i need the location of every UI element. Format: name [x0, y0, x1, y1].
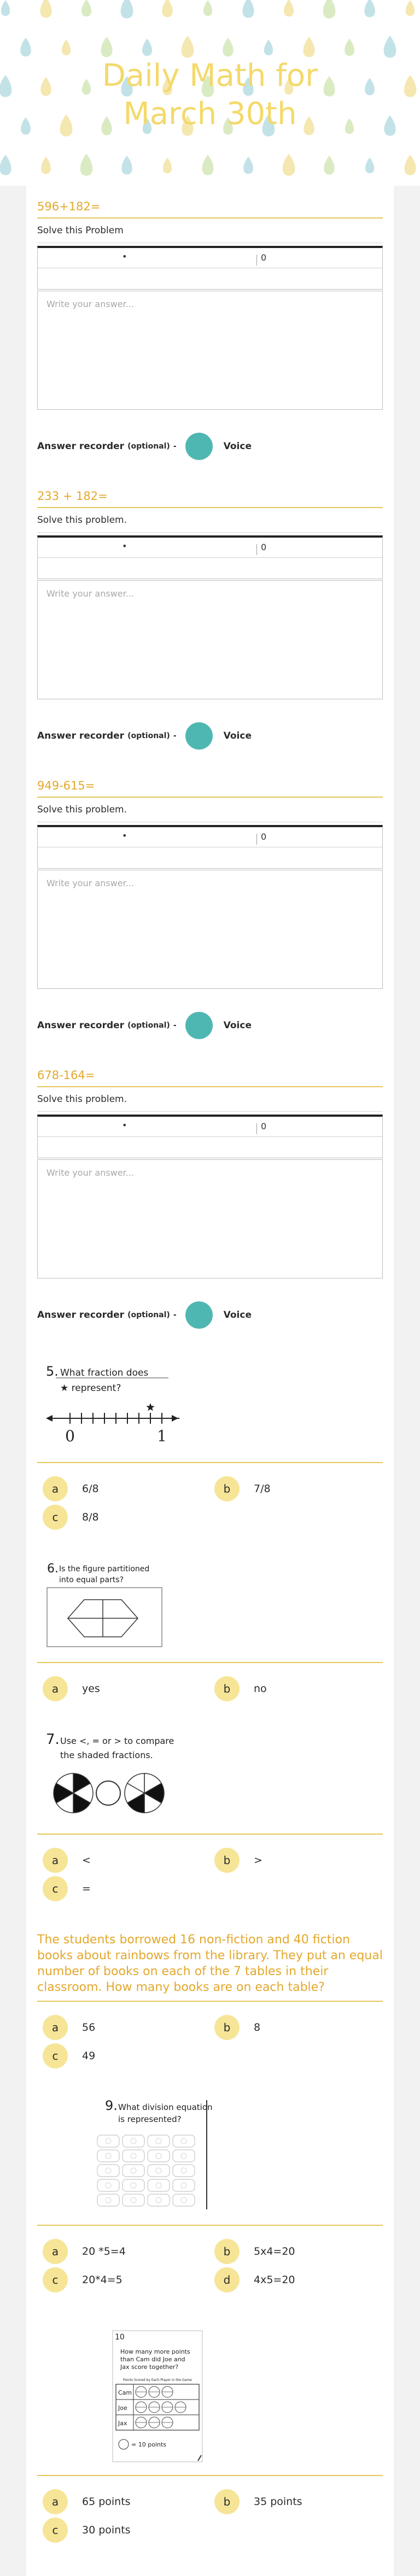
choice-letter: a — [43, 2489, 68, 2514]
puzzle-knob — [181, 2168, 186, 2173]
question-number: 7. — [46, 1731, 60, 1748]
choice-option[interactable] — [43, 1676, 100, 1701]
question-7-image — [37, 1728, 179, 1824]
pictograph-row-label: Cam — [118, 2389, 132, 2396]
choice-letter: a — [43, 1476, 68, 1501]
puzzle-knob — [156, 2168, 161, 2173]
basketball-icon — [119, 2439, 129, 2449]
star-icon — [146, 1403, 154, 1411]
operation-zero: 0 — [261, 252, 267, 263]
raindrop-icon — [163, 157, 172, 173]
raindrop-icon — [243, 157, 253, 174]
question-text-line: into equal parts? — [59, 1576, 124, 1584]
puzzle-knob — [181, 2138, 186, 2144]
raindrop-icon — [62, 39, 71, 55]
puzzle-knob — [156, 2138, 161, 2144]
problem-4-title: 678-164= — [37, 1069, 95, 1082]
question-number: 9. — [105, 2098, 118, 2113]
answer-recorder — [37, 1301, 252, 1329]
answer-placeholder: Write your answer... — [46, 1168, 134, 1178]
question-text-line: the shaded fractions. — [60, 1750, 153, 1760]
arrow-left-icon — [46, 1415, 52, 1422]
raindrop-icon — [121, 156, 132, 175]
choice-option[interactable] — [214, 2239, 295, 2264]
divider — [37, 1462, 383, 1463]
choice-letter: a — [43, 1676, 68, 1701]
question-9-image — [75, 2094, 218, 2214]
question-text-line: Jax score together? — [120, 2363, 179, 2371]
puzzle-knob — [131, 2197, 136, 2203]
raindrop-icon — [80, 154, 93, 175]
recorder-label: Answer recorder — [37, 1020, 125, 1031]
microphone-icon[interactable] — [185, 1301, 213, 1329]
problem-2-instruction: Solve this problem. — [37, 515, 127, 526]
choice-letter: b — [214, 2239, 240, 2264]
choice-text: 8/8 — [82, 1511, 99, 1523]
raindrop-icon — [364, 0, 375, 17]
choice-option[interactable] — [43, 2267, 122, 2292]
choice-option[interactable] — [43, 2015, 95, 2040]
recorder-dash: - — [173, 732, 177, 740]
choice-option[interactable] — [214, 1476, 271, 1501]
recorder-label: Answer recorder — [37, 730, 125, 741]
answer-recorder — [37, 433, 252, 460]
recorder-dash: - — [173, 1021, 177, 1030]
question-text-line: How many more points — [120, 2348, 190, 2355]
choice-text: 4x5=20 — [254, 2274, 295, 2286]
problem-4-instruction: Solve this problem. — [37, 1094, 127, 1105]
puzzle-knob — [106, 2168, 111, 2173]
choice-letter: b — [214, 1848, 240, 1873]
pictograph-row-label: Joe — [118, 2404, 127, 2412]
choice-option[interactable] — [214, 2015, 260, 2040]
choice-letter: c — [43, 2043, 68, 2068]
raindrop-icon — [41, 157, 51, 174]
problem-1-instruction: Solve this Problem — [37, 225, 124, 236]
raindrop-icon — [142, 39, 152, 56]
page-title — [0, 57, 420, 133]
puzzle-knob — [131, 2168, 136, 2173]
raindrop-icon — [365, 157, 374, 173]
operation-dot: • — [122, 830, 127, 841]
choice-letter: a — [43, 2239, 68, 2264]
divider — [37, 2475, 383, 2476]
operation-grid[interactable] — [37, 1115, 383, 1158]
raindrop-icon — [284, 0, 294, 16]
grid-separator — [256, 544, 257, 555]
problem-1-title: 596+182= — [37, 200, 101, 213]
choice-text: 49 — [82, 2050, 96, 2062]
pictograph-title: Points Scored by Each Player in the Game — [123, 2378, 192, 2382]
puzzle-knob — [106, 2197, 111, 2203]
choice-option[interactable] — [43, 1848, 91, 1873]
voice-label[interactable]: Voice — [223, 730, 252, 741]
answer-placeholder: Write your answer... — [46, 878, 134, 888]
choice-letter: b — [214, 2015, 240, 2040]
choice-text: 30 points — [82, 2524, 131, 2536]
problem-3-instruction: Solve this problem. — [37, 804, 127, 815]
divider — [37, 2225, 383, 2226]
choice-letter: b — [214, 2489, 240, 2514]
operation-grid[interactable] — [37, 825, 383, 869]
raindrop-icon — [223, 38, 233, 57]
choice-letter: a — [43, 2015, 68, 2040]
operation-dot: • — [122, 1120, 127, 1130]
divider — [37, 1086, 383, 1087]
choice-text: 20 *5=4 — [82, 2245, 126, 2257]
voice-label[interactable]: Voice — [223, 1310, 252, 1321]
choice-text: 56 — [82, 2021, 96, 2033]
operation-dot: • — [122, 541, 127, 551]
choice-letter: b — [214, 1676, 240, 1701]
raindrop-icon — [303, 37, 314, 57]
divider — [37, 2001, 383, 2002]
answer-placeholder: Write your answer... — [46, 588, 134, 599]
choice-option[interactable] — [43, 1505, 99, 1530]
header-banner — [0, 0, 420, 186]
raindrop-icon — [203, 0, 212, 16]
number-line — [46, 1403, 179, 1424]
raindrop-icon — [81, 0, 91, 16]
worksheet — [26, 186, 394, 2576]
operation-dot: • — [122, 251, 127, 262]
arrow-right-icon — [172, 1415, 178, 1422]
choice-option[interactable] — [214, 2267, 295, 2292]
question-text-line: Use <, = or > to compare — [60, 1736, 174, 1746]
microphone-icon[interactable] — [185, 433, 213, 460]
recorder-label: Answer recorder — [37, 1310, 125, 1321]
raindrop-icon — [101, 37, 112, 57]
microphone-icon[interactable] — [185, 722, 213, 750]
recorder-optional: (optional) — [127, 732, 170, 740]
choice-letter: c — [43, 1505, 68, 1530]
puzzle-knob — [106, 2153, 111, 2159]
recorder-label: Answer recorder — [37, 441, 125, 452]
answer-recorder — [37, 722, 252, 750]
raindrop-icon — [283, 154, 295, 175]
question-text-line: ★ represent? — [60, 1383, 121, 1394]
pictograph-row-label: Jax — [118, 2420, 127, 2427]
choice-text: yes — [82, 1683, 100, 1695]
raindrop-icon — [242, 0, 254, 18]
grid-separator — [256, 255, 257, 266]
number-line-label-0: 0 — [65, 1427, 75, 1445]
puzzle-array — [97, 2135, 195, 2206]
choice-letter: d — [214, 2267, 240, 2292]
word-problem-text: The students borrowed 16 non-fiction and 40 fiction books about rainbows from the library. They put an equal number of books on each of the 7 tables in their classroom. How many books are on each table? — [37, 1933, 383, 1994]
divider — [37, 1111, 383, 1112]
question-5-image — [37, 1355, 179, 1453]
divider — [37, 1662, 383, 1663]
question-number: 10 — [115, 2333, 125, 2342]
choice-text: > — [254, 1854, 262, 1866]
divider — [37, 507, 383, 508]
raindrop-icon — [121, 0, 133, 19]
choice-text: < — [82, 1854, 91, 1866]
choice-text: 6/8 — [82, 1483, 99, 1495]
question-10-image — [108, 2327, 207, 2465]
grid-line — [38, 1136, 382, 1137]
voice-label[interactable]: Voice — [223, 1020, 252, 1031]
divider — [37, 532, 383, 533]
problem-2-title: 233 + 182= — [37, 490, 108, 503]
choice-letter: b — [214, 1476, 240, 1501]
question-6-image — [39, 1556, 182, 1652]
answer-textarea[interactable] — [37, 1159, 383, 1278]
choice-option[interactable] — [214, 1676, 267, 1701]
question-text-line: is represented? — [118, 2114, 182, 2124]
operation-zero: 0 — [261, 832, 267, 842]
page-title-line-2: March 30th — [123, 96, 297, 132]
puzzle-knob — [156, 2183, 161, 2188]
raindrop-icon — [264, 39, 273, 55]
choice-option[interactable] — [214, 1848, 262, 1873]
raindrop-icon — [162, 0, 172, 17]
raindrop-icon — [40, 0, 51, 18]
choice-option[interactable] — [43, 2518, 131, 2543]
grid-line — [38, 557, 382, 558]
operation-grid[interactable] — [37, 246, 383, 290]
compare-circle — [96, 1781, 120, 1805]
raindrop-icon — [404, 155, 416, 175]
raindrop-icon — [323, 0, 336, 19]
page-title-line-1: Daily Math for — [102, 58, 318, 93]
question-number: 6. — [47, 1562, 59, 1576]
puzzle-knob — [131, 2153, 136, 2159]
answer-placeholder: Write your answer... — [46, 299, 134, 309]
choice-text: 20*4=5 — [82, 2274, 122, 2286]
puzzle-knob — [131, 2138, 136, 2144]
choice-option[interactable] — [43, 2239, 126, 2264]
recorder-optional: (optional) — [127, 1021, 170, 1030]
question-number: 5. — [46, 1364, 59, 1379]
choice-option[interactable] — [43, 2489, 131, 2514]
choice-text: 8 — [254, 2021, 261, 2033]
choice-option[interactable] — [43, 1876, 91, 1901]
raindrop-icon — [406, 0, 415, 16]
recorder-optional: (optional) — [127, 1311, 170, 1319]
choice-letter: c — [43, 2518, 68, 2543]
raindrop-icon — [384, 36, 396, 57]
microphone-icon[interactable] — [185, 1012, 213, 1039]
operation-zero: 0 — [261, 1121, 267, 1131]
choice-option[interactable] — [214, 2489, 302, 2514]
operation-grid[interactable] — [37, 535, 383, 579]
fraction-circle-left — [54, 1773, 93, 1813]
problem-3-title: 949-615= — [37, 779, 95, 792]
choice-text: 5x4=20 — [254, 2245, 295, 2257]
choice-text: 35 points — [254, 2496, 302, 2508]
question-text-line: What division equation — [118, 2102, 213, 2112]
puzzle-knob — [181, 2153, 186, 2159]
raindrop-icon — [324, 156, 334, 175]
question-text-line: than Cam did Joe and — [120, 2356, 185, 2363]
answer-recorder — [37, 1012, 252, 1039]
raindrop-icon — [20, 38, 31, 57]
choice-text: no — [254, 1683, 267, 1695]
raindrop-icon — [345, 39, 354, 56]
grid-separator — [256, 834, 257, 845]
number-line-label-1: 1 — [157, 1427, 167, 1445]
answer-textarea[interactable] — [37, 580, 383, 699]
pictograph-key: = 10 points — [131, 2441, 166, 2448]
puzzle-knob — [106, 2138, 111, 2144]
puzzle-knob — [131, 2183, 136, 2188]
operation-zero: 0 — [261, 542, 267, 552]
choice-text: 65 points — [82, 2496, 131, 2508]
grid-separator — [256, 1123, 257, 1134]
divider — [37, 217, 383, 219]
puzzle-knob — [181, 2183, 186, 2188]
question-text-line: Is the figure partitioned — [59, 1565, 150, 1573]
choice-text: = — [82, 1883, 91, 1895]
choice-option[interactable] — [43, 2043, 95, 2068]
choice-letter: c — [43, 1876, 68, 1901]
raindrop-icon — [182, 36, 194, 57]
recorder-optional: (optional) — [127, 442, 170, 451]
recorder-dash: - — [173, 442, 177, 451]
raindrop-icon — [1, 0, 10, 16]
raindrop-icon — [202, 155, 213, 175]
raindrop-icon — [0, 155, 11, 175]
choice-letter: a — [43, 1848, 68, 1873]
puzzle-knob — [106, 2183, 111, 2188]
choice-text: 7/8 — [254, 1483, 271, 1495]
voice-label[interactable]: Voice — [223, 441, 252, 452]
recorder-dash: - — [173, 1311, 177, 1319]
puzzle-knob — [156, 2153, 161, 2159]
divider — [37, 797, 383, 798]
choice-letter: c — [43, 2267, 68, 2292]
answer-textarea[interactable] — [37, 291, 383, 410]
choice-option[interactable] — [43, 1476, 99, 1501]
answer-textarea[interactable] — [37, 870, 383, 989]
puzzle-knob — [156, 2197, 161, 2203]
question-text-line: What fraction does — [60, 1367, 149, 1378]
fraction-circle-right — [125, 1773, 164, 1813]
puzzle-knob — [181, 2197, 186, 2203]
divider — [37, 1834, 383, 1835]
